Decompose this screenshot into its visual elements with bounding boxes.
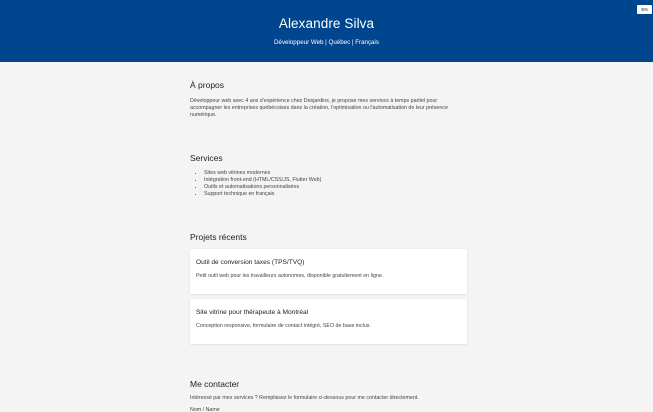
- project-title: Outil de conversion taxes (TPS/TVQ): [196, 258, 305, 266]
- contact-section: [190, 344, 467, 412]
- service-item: • Intégration front-end (HTML/CSS/JS, Flutter Web): [204, 177, 467, 184]
- projects-section: [190, 198, 467, 344]
- services-heading: Services: [190, 153, 223, 163]
- project-description: Conception responsive, formulaire de contact intégré, SEO de base inclus.: [196, 322, 371, 329]
- site-header: [0, 0, 653, 62]
- project-description: Petit outil web pour les travailleurs autonomes, disponible gratuitement en ligne.: [196, 272, 384, 279]
- projects-heading: Projets récents: [190, 231, 247, 242]
- services-list: [204, 170, 467, 198]
- contact-intro: Intéressé par mes services ? Remplissez le formulaire ci-dessous pour me contacter directement.: [190, 394, 419, 401]
- services-section: [190, 119, 467, 198]
- about-text: Développeur web avec 4 ans d'expérience chez Desjardins, je propose mes services à temps partiel pour accompagner les entreprises québécoises dans la création, l'optimisation ou l'automatisation de leur présence numérique.: [190, 98, 448, 118]
- site-tagline: Développeur Web | Québec | Français: [274, 39, 379, 46]
- site-owner-name: Alexandre Silva: [278, 16, 375, 31]
- project-card: [190, 299, 467, 344]
- service-item: • Support technique en français: [204, 191, 467, 198]
- main-content: [190, 62, 467, 412]
- contact-heading: Me contacter: [190, 378, 240, 389]
- name-field-label: Nom / Name: [190, 406, 220, 412]
- about-heading: À propos: [190, 80, 225, 90]
- project-card: [190, 249, 467, 294]
- about-section: [190, 62, 467, 119]
- service-item: • Outils et automatisations personnalisées: [204, 184, 467, 191]
- language-toggle-button[interactable]: EN: [637, 5, 652, 14]
- project-title: Site vitrine pour thérapeute à Montréal: [196, 308, 309, 316]
- service-item: • Sites web vitrines modernes: [204, 170, 467, 177]
